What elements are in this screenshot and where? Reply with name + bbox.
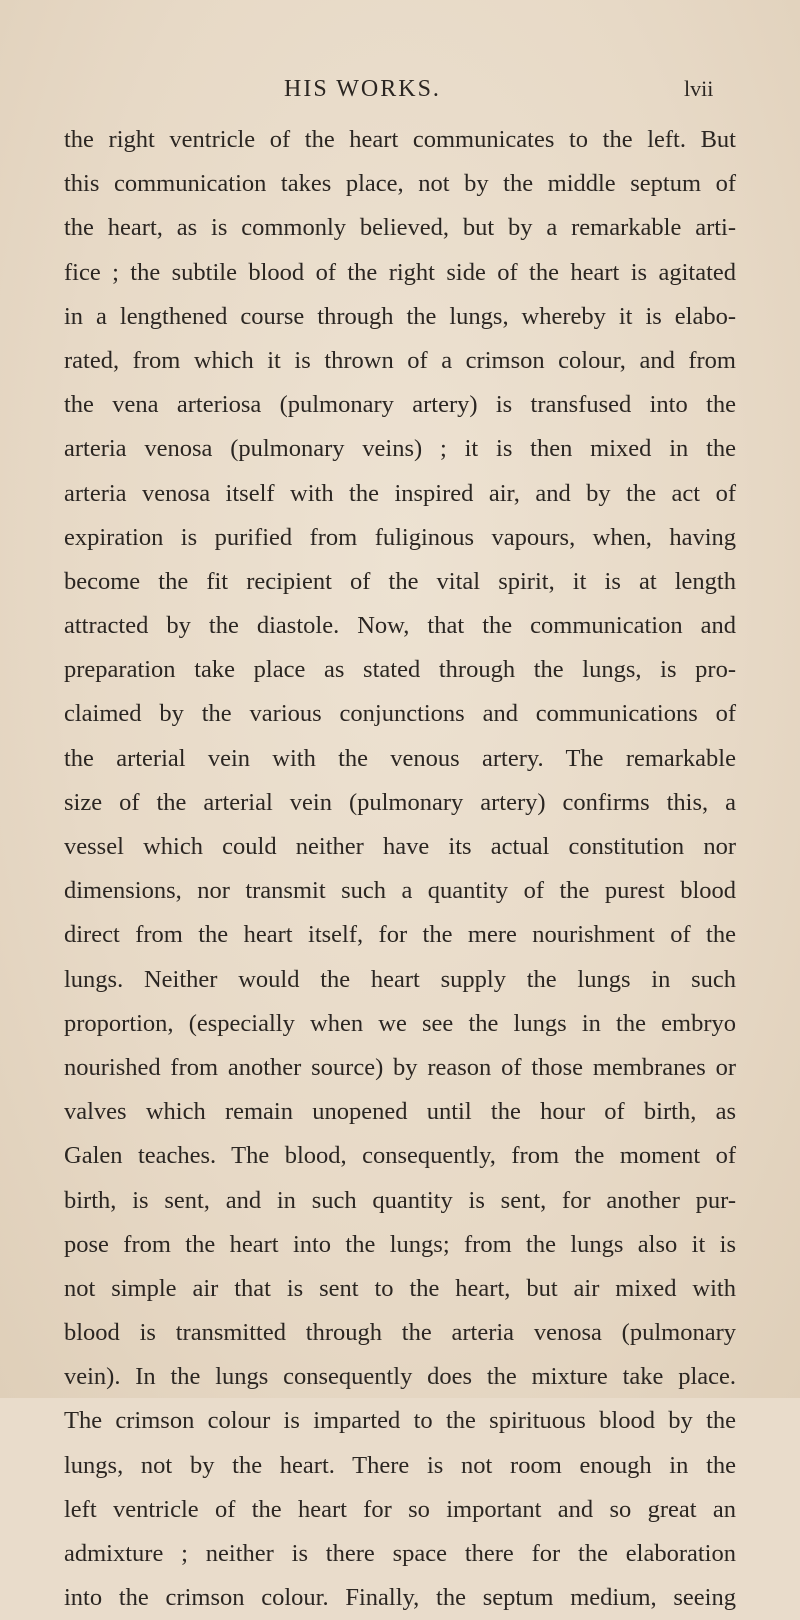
running-head (0, 72, 800, 106)
text-line: the heart, as is commonly believed, but by a remarkable arti- (64, 214, 736, 242)
text-line: fice ; the subtile blood of the right side of the heart is agitated (64, 258, 736, 286)
running-title: HIS WORKS. (284, 76, 441, 102)
text-line: arteria venosa (pulmonary veins) ; it is then mixed in the (64, 435, 736, 463)
text-line: the arterial vein with the venous artery. The remarkable (64, 744, 736, 772)
text-line: arteria venosa itself with the inspired air, and by the act of (64, 479, 736, 507)
text-line: lungs. Neither would the heart supply the lungs in such (64, 965, 736, 993)
text-line: birth, is sent, and in such quantity is sent, for another pur- (64, 1186, 736, 1214)
text-line: proportion, (especially when we see the lungs in the embryo (64, 1009, 736, 1037)
text-line: Galen teaches. The blood, consequently, from the moment of (64, 1142, 736, 1170)
text-line: admixture ; neither is there space there for the elaboration (64, 1540, 736, 1567)
text-line: size of the arterial vein (pulmonary artery) confirms this, a (64, 788, 736, 816)
body-text (64, 118, 736, 1620)
text-line: rated, from which it is thrown of a crimson colour, and from (64, 346, 736, 374)
text-line: into the crimson colour. Finally, the septum medium, seeing (64, 1584, 736, 1612)
text-line: The crimson colour is imparted to the spirituous blood by the (64, 1407, 736, 1435)
text-line: the right ventricle of the heart communicates to the left. But (64, 126, 736, 153)
text-line: lungs, not by the heart. There is not room enough in the (64, 1451, 736, 1479)
text-line: this communication takes place, not by the middle septum of (64, 170, 736, 198)
text-line: pose from the heart into the lungs; from the lungs also it is (64, 1230, 736, 1258)
text-line: nourished from another source) by reason of those membranes or (64, 1053, 736, 1081)
text-line: dimensions, nor transmit such a quantity of the purest blood (64, 877, 736, 905)
text-line: in a lengthened course through the lungs, whereby it is elabo- (64, 302, 736, 330)
text-line: left ventricle of the heart for so important and so great an (64, 1495, 736, 1523)
text-line: the vena arteriosa (pulmonary artery) is transfused into the (64, 391, 736, 419)
text-line: valves which remain unopened until the hour of birth, as (64, 1098, 736, 1126)
text-line: direct from the heart itself, for the mere nourishment of the (64, 921, 736, 949)
text-line: vessel which could neither have its actual constitution nor (64, 833, 736, 860)
text-line: vein). In the lungs consequently does the mixture take place. (64, 1363, 736, 1391)
text-line: preparation take place as stated through the lungs, is pro- (64, 656, 736, 684)
page-number: lvii (684, 76, 714, 101)
text-line: not simple air that is sent to the heart, but air mixed with (64, 1274, 736, 1302)
text-line: blood is transmitted through the arteria venosa (pulmonary (64, 1319, 736, 1347)
text-line: attracted by the diastole. Now, that the communication and (64, 612, 736, 640)
text-line: expiration is purified from fuliginous vapours, when, having (64, 523, 736, 551)
text-line: become the fit recipient of the vital spirit, it is at length (64, 567, 736, 595)
text-line: claimed by the various conjunctions and communications of (64, 700, 736, 728)
